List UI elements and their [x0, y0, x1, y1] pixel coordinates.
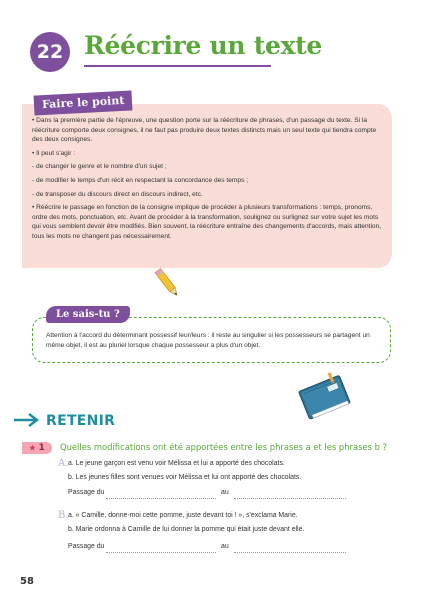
item-b-sentence-a: a. « Camille, donne-moi cette pomme, juste devant toi ! », s'exclama Marie. [68, 512, 298, 519]
item-a-sentence-b: b. Les jeunes filles sont venues voir Mélissa et lui ont apporté des chocolats. [68, 474, 302, 481]
point-paragraph-6: • Réécrire le passage en fonction de la consigne implique de procéder à plusieurs transformations : temps, pronoms, ordre des mots, ponctuation, etc. Avant de procéder à la transformation, soulignez ou surlignez sur votre sujet les mots qui vous semblent devoir être modifiés. Bien souvent, la réécriture entraîne des changements d'accords, mais attention, tous les mots ne changent pas nécessairement. [32, 204, 382, 240]
point-paragraph-5: - de transposer du discours direct en discours indirect, etc. [32, 190, 203, 198]
item-b-passage-du-label: Passage du [68, 543, 105, 550]
item-a-letter: A. [58, 458, 69, 469]
faire-le-point-text [32, 116, 384, 246]
item-b-au-label: au [221, 543, 229, 550]
item-a-answer-1[interactable] [106, 490, 216, 499]
item-b-answer-2[interactable] [234, 544, 346, 553]
exercise-badge [22, 442, 52, 454]
notebook-illustration [292, 372, 358, 420]
item-a-answer-2[interactable] [234, 490, 346, 499]
faire-le-point-label: Faire le point [34, 90, 133, 115]
exercise-number: 1 [38, 443, 45, 453]
arrow-right-icon [12, 412, 42, 428]
retenir-title: RETENIR [46, 413, 116, 429]
point-paragraph-1: • Dans la première partie de l'épreuve, une question porte sur la réécriture de phrases, d'un passage du texte. Si la réécriture comporte deux consignes, il ne faut pas produire deux textes distincts mais un seul texte qui tiendra compte des deux consignes. [32, 117, 377, 144]
chapter-number: 22 [30, 32, 70, 72]
chapter-title: Réécrire un texte [84, 31, 323, 60]
item-b-answer-1[interactable] [106, 544, 216, 553]
le-sais-tu-label: Le sais-tu ? [46, 306, 130, 323]
pencil-illustration [152, 265, 184, 301]
point-paragraph-4: - de modifier le temps d'un récit en respectant la concordance des temps ; [32, 176, 249, 184]
page-number: 58 [20, 576, 34, 587]
exercise-question: Quelles modifications ont été apportées entre les phrases a et les phrases b ? [60, 442, 388, 452]
le-sais-tu-text: Attention à l'accord du déterminant possessif leur/leurs : il reste au singulier si les possesseurs se partagent un même objet, il est au pluriel lorsque chaque possesseur a plus d'un objet. [46, 332, 370, 349]
item-a-sentence-a: a. Le jeune garçon est venu voir Mélissa et lui a apporté des chocolats. [68, 460, 285, 467]
point-paragraph-2: • Il peut s'agir : [32, 149, 76, 157]
star-icon: ★ [29, 445, 36, 452]
item-b-sentence-b: b. Marie ordonna à Camille de lui donner la pomme qui était juste devant elle. [68, 526, 305, 533]
point-paragraph-3: - de changer le genre et le nombre d'un sujet ; [32, 163, 167, 171]
item-a-au-label: au [221, 489, 229, 496]
item-b-letter: B. [58, 510, 69, 521]
item-a-passage-du-label: Passage du [68, 489, 105, 496]
title-underline [84, 65, 271, 67]
